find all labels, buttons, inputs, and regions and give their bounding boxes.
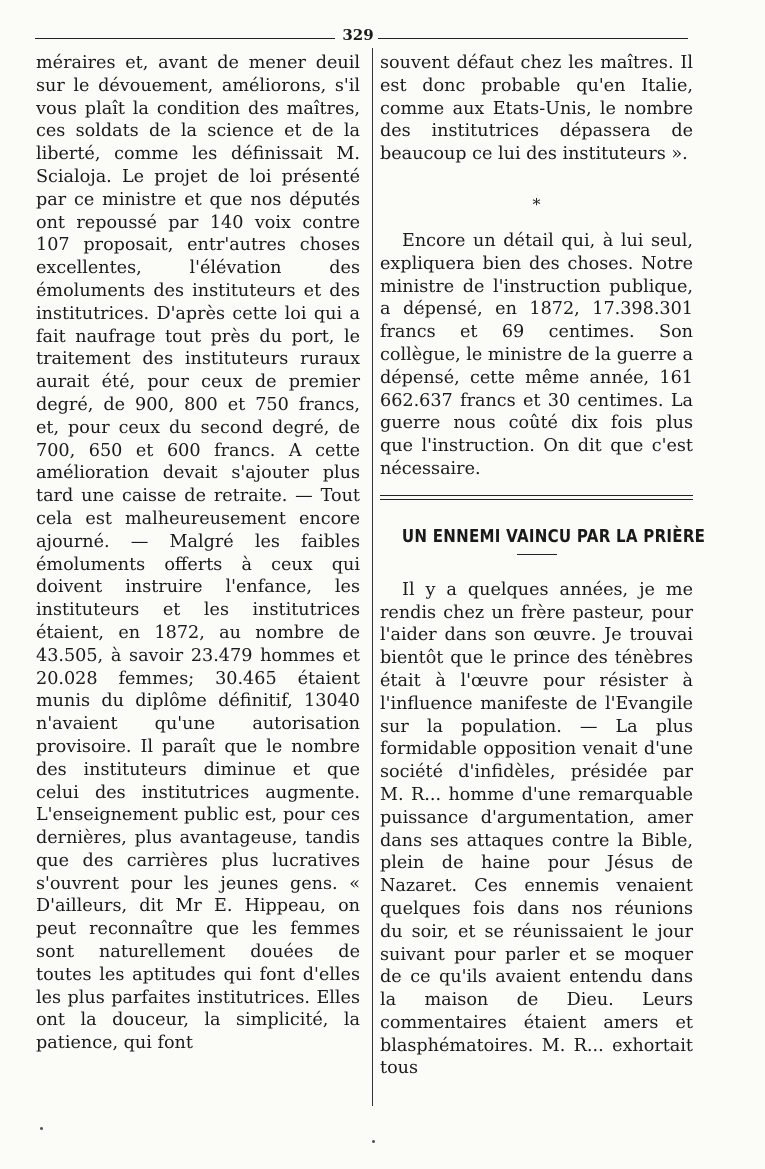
article-paragraph: Il y a quelques années, je me rendis chez un frère pasteur, pour l'aider dans son œuvre. Je trouvai bientôt que le prince des ténèbres était à l'œuvre pour résister à l'influence manifeste de l'Evangile sur la population. — La plus formidable opposition venait d'une société d'infidèles, présidée par M. R... homme d'une remarquable puissance d'argumentation, amer dans ses attaques contre la Bible, plein de haine pour Jésus de Nazaret. Ces ennemis venaient quelques fois dans nos réunions du soir, et se réunissaient le jour suivant pour parler et se moquer de ce qu'ils avaient entendu dans la maison de Dieu. Leurs commentaires étaient amers et blasphématoires. M. R... exhortait tous: [380, 579, 693, 1079]
heading-underline: [517, 554, 557, 555]
print-speck: [40, 1127, 43, 1130]
header-rule-left: [35, 38, 335, 39]
right-column: [380, 52, 706, 1080]
article-heading: UN ENNEMI VAINCU PAR LA PRIÈRE: [401, 526, 706, 547]
continued-paragraph: souvent défaut chez les maîtres. Il est donc probable qu'en Italie, comme aux Etats-Unis, le nombre des institutrices dépassera de beaucoup ce lui des instituteurs ».: [380, 53, 693, 165]
section-separator: [380, 495, 693, 500]
left-column-text: méraires et, avant de mener deuil sur le dévouement, améliorons, s'il vous plaît la condition des maîtres, ces soldats de la science et de la liberté, comme les définissait M. Scialoja. Le projet de loi présenté par ce ministre et que nos députés ont repoussé par 140 voix contre 107 proposait, entr'autres choses excellentes, l'élévation des émoluments des instituteurs et des institutrices. D'après cette loi qui a fait naufrage tout près du port, le traitement des instituteurs ruraux aurait été, pour ceux de premier degré, de 900, 800 et 750 francs, et, pour ceux du second degré, de 700, 650 et 600 francs. A cette amélioration devait s'ajouter plus tard une caisse de retraite. — Tout cela est malheureusement encore ajourné. — Malgré les faibles émoluments offerts à ceux qui doivent instruire l'enfance, les instituteurs et les institutrices étaient, en 1872, au nombre de 43.505, à savoir 23.479 hommes et 20.028 femmes; 30.465 étaient munis du diplôme définitif, 13040 n'avaient qu'une autorisation provisoire. Il paraît que le nombre des instituteurs diminue et que celui des institutrices augmente. L'enseignement public est, pour ces dernières, plus avantageuse, tandis que des carrières plus lucratives s'ouvrent pour les jeunes gens. « D'ailleurs, dit Mr E. Hippeau, on peut reconnaître que les femmes sont naturellement douées de toutes les aptitudes qui font d'elles les plus parfaites institutrices. Elles ont la douceur, la simplicité, la patience, qui font: [36, 53, 360, 1054]
budget-paragraph: Encore un détail qui, à lui seul, expliquera bien des choses. Notre ministre de l'instruction publique, a dépensé, en 1872, 17.398.301 francs et 69 centimes. Son collègue, le ministre de la guerre a dépensé, cette même année, 161 662.637 francs et 30 centimes. La guerre nous coûté dix fois plus que l'instruction. On dit que c'est nécessaire.: [380, 230, 694, 479]
header-rule-right: [378, 38, 688, 39]
left-column: [36, 52, 360, 1055]
print-speck: [372, 1140, 375, 1143]
separator-star: *: [532, 194, 541, 214]
column-divider: [372, 48, 373, 1106]
page-number: 329: [342, 26, 374, 44]
